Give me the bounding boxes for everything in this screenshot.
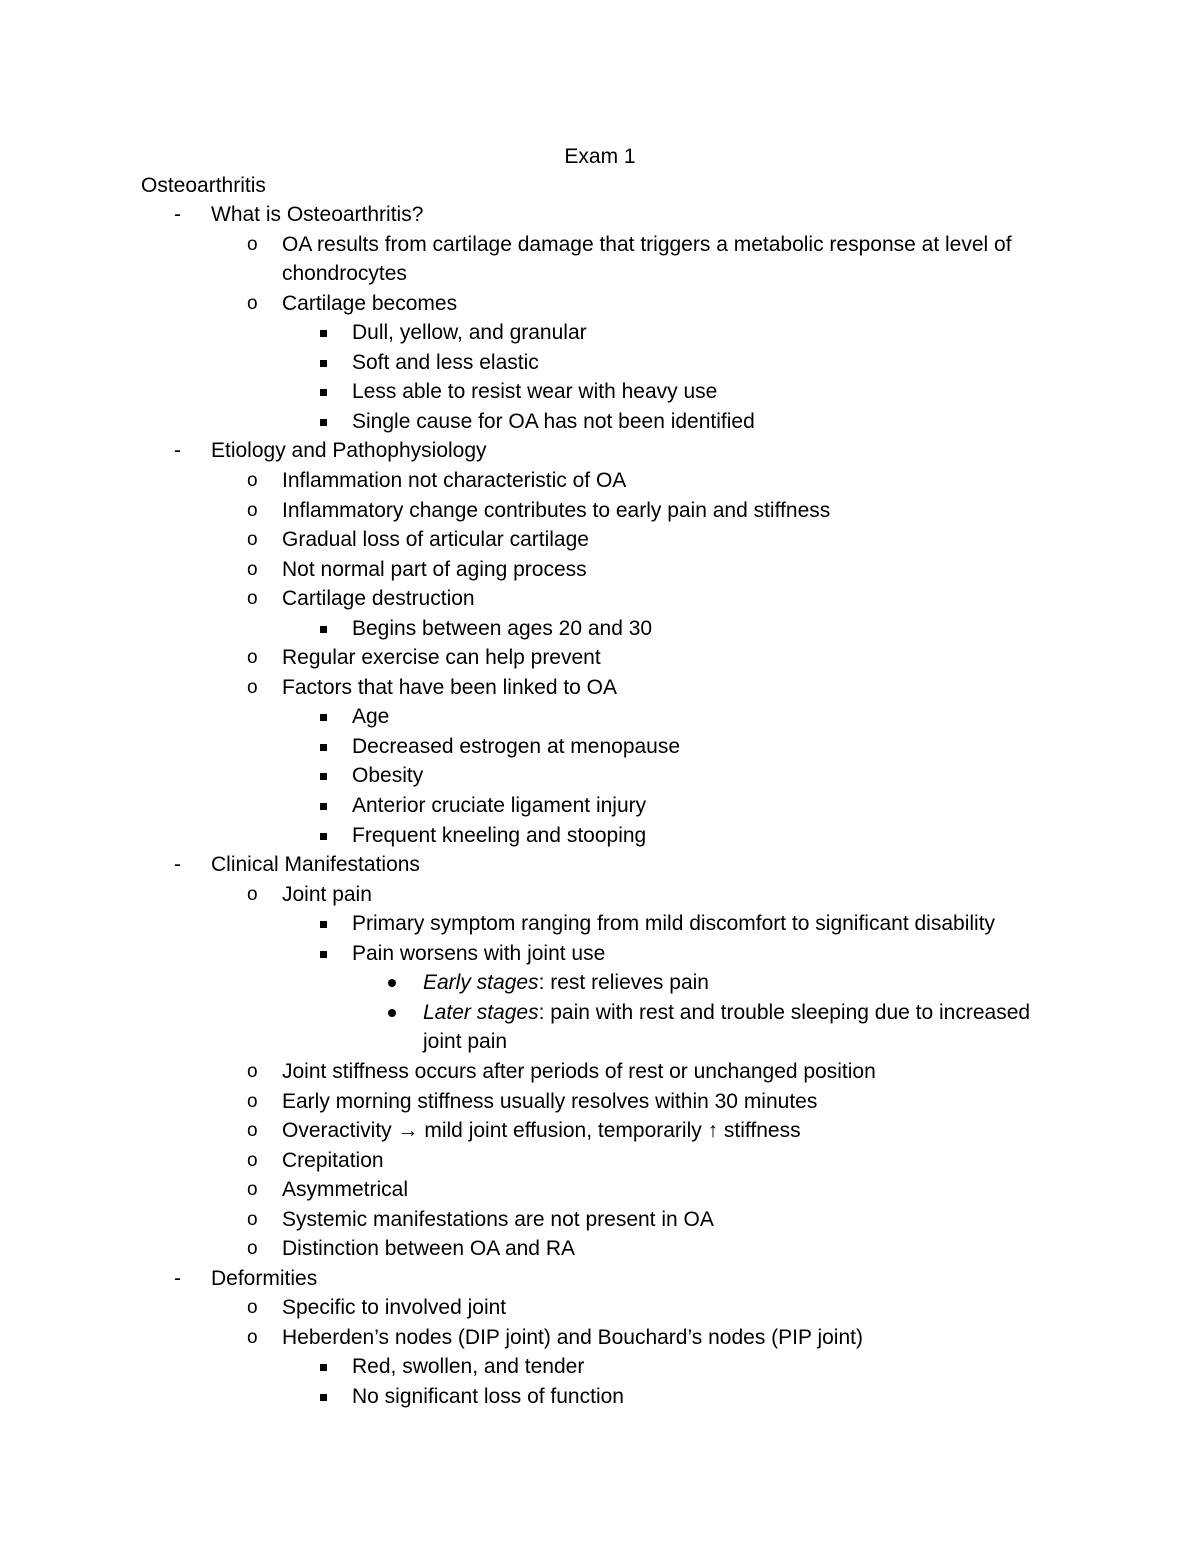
outline-item-level-2 <box>0 1293 1200 1323</box>
outline-item-level-3 <box>0 348 1200 378</box>
outline-item-text: Begins between ages 20 and 30 <box>352 617 653 640</box>
circle-bullet: o <box>247 884 258 905</box>
outline-item-text: Primary symptom ranging from mild discomfort to significant disability <box>352 912 996 935</box>
circle-bullet: o <box>247 500 258 521</box>
outline-item-text: Red, swollen, and tender <box>352 1355 585 1378</box>
outline-item-level-3 <box>0 761 1200 791</box>
circle-bullet: o <box>247 1120 258 1141</box>
outline-item-text: Asymmetrical <box>282 1178 409 1201</box>
circle-bullet: o <box>247 234 258 255</box>
outline-item-level-3 <box>0 909 1200 939</box>
square-bullet-icon <box>320 714 327 721</box>
circle-bullet: o <box>247 1238 258 1259</box>
outline-item-text: joint pain <box>423 1030 508 1053</box>
dash-bullet: - <box>174 853 181 876</box>
outline-item-level-3 <box>0 318 1200 348</box>
outline-item-level-3 <box>0 377 1200 407</box>
square-bullet-icon <box>320 744 327 751</box>
dash-bullet: - <box>174 1267 181 1290</box>
outline-item-text: Crepitation <box>282 1149 384 1172</box>
outline-item-text <box>423 968 709 998</box>
outline-item-level-1 <box>0 850 1200 880</box>
outline-item-text: Soft and less elastic <box>352 351 539 374</box>
circle-bullet: o <box>247 470 258 491</box>
circle-bullet: o <box>247 293 258 314</box>
outline-item-text: Overactivity → mild joint effusion, temporarily ↑ stiffness <box>282 1119 801 1142</box>
square-bullet-icon <box>320 773 327 780</box>
outline-item-level-2 <box>0 525 1200 555</box>
outline-item-level-3 <box>0 702 1200 732</box>
outline-item-text: Etiology and Pathophysiology <box>211 439 487 462</box>
circle-bullet: o <box>247 1297 258 1318</box>
outline-item-text: Obesity <box>352 764 424 787</box>
outline-item-level-2 <box>0 1175 1200 1205</box>
item-rest-text: : rest relieves pain <box>538 971 709 994</box>
outline-item-level-2 <box>0 643 1200 673</box>
circle-bullet: o <box>247 1091 258 1112</box>
outline-item-text: What is Osteoarthritis? <box>211 203 424 226</box>
circle-bullet: o <box>247 1209 258 1230</box>
outline-item-level-2 <box>0 1087 1200 1117</box>
section-heading-text: Osteoarthritis <box>141 174 266 197</box>
outline-item-level-3 <box>0 1382 1200 1412</box>
outline-item-level-2 <box>0 289 1200 319</box>
outline-item-level-3 <box>0 939 1200 969</box>
outline-item-text: Early morning stiffness usually resolves within 30 minutes <box>282 1090 818 1113</box>
circle-bullet: o <box>247 588 258 609</box>
outline-item-level-3 <box>0 614 1200 644</box>
outline-item-text: chondrocytes <box>282 262 407 285</box>
outline-item-text: Single cause for OA has not been identified <box>352 410 755 433</box>
outline-item-text: Cartilage destruction <box>282 587 475 610</box>
outline-item-level-2 <box>0 880 1200 910</box>
outline-item-text: Less able to resist wear with heavy use <box>352 380 718 403</box>
outline-item-text: Specific to involved joint <box>282 1296 507 1319</box>
outline-item-level-2 <box>0 496 1200 526</box>
outline-item-text: Decreased estrogen at menopause <box>352 735 681 758</box>
outline-item-text: Cartilage becomes <box>282 292 458 315</box>
outline-item-level-2 <box>0 466 1200 496</box>
outline-item-level-2 <box>0 555 1200 585</box>
outline-item-level-2 <box>0 1323 1200 1353</box>
dot-bullet-icon <box>388 1009 396 1017</box>
outline-item-level-2 <box>0 1146 1200 1176</box>
square-bullet-icon <box>320 833 327 840</box>
outline-item-level-3 <box>0 732 1200 762</box>
square-bullet-icon <box>320 803 327 810</box>
square-bullet-icon <box>320 389 327 396</box>
outline-item-level-2 <box>0 230 1200 260</box>
outline-item-text: Heberden’s nodes (DIP joint) and Bouchard’s nodes (PIP joint) <box>282 1326 863 1349</box>
outline-item-text: Systemic manifestations are not present in OA <box>282 1208 714 1231</box>
dash-bullet: - <box>174 203 181 226</box>
outline-item-level-2 <box>0 1205 1200 1235</box>
outline-item-text: Dull, yellow, and granular <box>352 321 587 344</box>
circle-bullet: o <box>247 1179 258 1200</box>
outline-item-level-2 <box>0 1057 1200 1087</box>
outline-item-level-3 <box>0 407 1200 437</box>
outline-item-text: Not normal part of aging process <box>282 558 587 581</box>
outline-item-level-2 <box>0 673 1200 703</box>
outline-item-level-2 <box>0 1116 1200 1146</box>
outline-item-text: Anterior cruciate ligament injury <box>352 794 647 817</box>
square-bullet-icon <box>320 330 327 337</box>
outline-item-text: Joint pain <box>282 883 372 906</box>
dash-bullet: - <box>174 439 181 462</box>
italic-term: Later stages <box>423 1001 539 1024</box>
section-heading <box>0 171 1200 201</box>
square-bullet-icon <box>320 1394 327 1401</box>
outline-item-text: OA results from cartilage damage that triggers a metabolic response at level of <box>282 233 1012 256</box>
outline-item-level-4 <box>0 998 1200 1028</box>
outline-item-text: Distinction between OA and RA <box>282 1237 575 1260</box>
outline-item-level-1 <box>0 200 1200 230</box>
outline-item-text: Regular exercise can help prevent <box>282 646 601 669</box>
square-bullet-icon <box>320 921 327 928</box>
outline-item-text: Joint stiffness occurs after periods of rest or unchanged position <box>282 1060 876 1083</box>
square-bullet-icon <box>320 626 327 633</box>
square-bullet-icon <box>320 419 327 426</box>
outline-item-level-2-continued <box>0 259 1200 289</box>
outline-item-text: No significant loss of function <box>352 1385 624 1408</box>
dot-bullet-icon <box>388 979 396 987</box>
outline-item-level-4-continued <box>0 1027 1200 1057</box>
outline-item-level-3 <box>0 1352 1200 1382</box>
circle-bullet: o <box>247 647 258 668</box>
circle-bullet: o <box>247 529 258 550</box>
outline-item-text: Frequent kneeling and stooping <box>352 824 647 847</box>
outline-item-level-1 <box>0 1264 1200 1294</box>
outline-item-text: Pain worsens with joint use <box>352 942 606 965</box>
square-bullet-icon <box>320 1364 327 1371</box>
square-bullet-icon <box>320 360 327 367</box>
outline-item-text: Deformities <box>211 1267 318 1290</box>
outline-item-level-4 <box>0 968 1200 998</box>
outline-item-text: Inflammatory change contributes to early pain and stiffness <box>282 499 831 522</box>
outline-item-level-1 <box>0 436 1200 466</box>
outline-item-text: Clinical Manifestations <box>211 853 420 876</box>
circle-bullet: o <box>247 1327 258 1348</box>
outline-item-text: Inflammation not characteristic of OA <box>282 469 627 492</box>
italic-term: Early stages <box>423 971 539 994</box>
outline-item-text: Factors that have been linked to OA <box>282 676 618 699</box>
circle-bullet: o <box>247 1150 258 1171</box>
circle-bullet: o <box>247 677 258 698</box>
outline-item-text: Gradual loss of articular cartilage <box>282 528 589 551</box>
outline-item-text: Age <box>352 705 390 728</box>
circle-bullet: o <box>247 559 258 580</box>
outline-item-text <box>423 998 1030 1028</box>
outline-item-level-2 <box>0 584 1200 614</box>
square-bullet-icon <box>320 951 327 958</box>
outline-item-level-3 <box>0 821 1200 851</box>
outline-item-level-2 <box>0 1234 1200 1264</box>
outline-item-level-3 <box>0 791 1200 821</box>
document-title: Exam 1 <box>564 145 636 168</box>
circle-bullet: o <box>247 1061 258 1082</box>
item-rest-text: : pain with rest and trouble sleeping due to increased <box>538 1001 1031 1024</box>
